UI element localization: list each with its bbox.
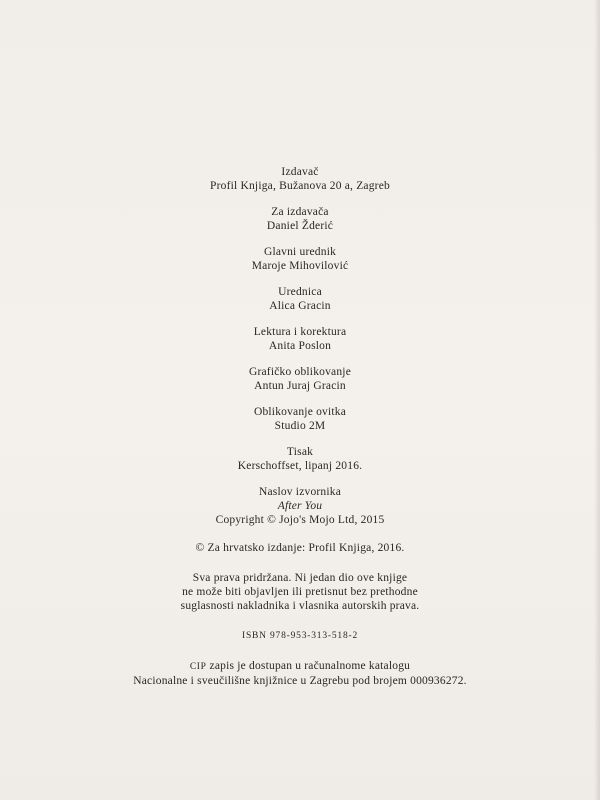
- original-title-block: [0, 485, 600, 527]
- credit-role: Izdavač: [281, 166, 319, 178]
- credit-value: Anita Poslon: [268, 340, 332, 352]
- credit-value: Daniel Žderić: [266, 220, 334, 232]
- credit-role: Grafičko oblikovanje: [248, 366, 352, 378]
- rights-notice: [0, 571, 600, 613]
- credit-cover-design: [0, 405, 600, 433]
- rights-line: suglasnosti nakladnika i vlasnika autorskih prava.: [180, 600, 420, 612]
- credit-role: Glavni urednik: [263, 246, 337, 258]
- credit-value: Alica Gracin: [269, 300, 331, 312]
- credit-editor-in-chief: [0, 245, 600, 273]
- credit-role: Tisak: [286, 446, 314, 458]
- original-copyright: Copyright © Jojo's Mojo Ltd, 2015: [215, 514, 385, 526]
- original-title-heading: Naslov izvornika: [258, 486, 342, 498]
- credit-value: Antun Juraj Gracin: [254, 380, 346, 392]
- credit-value: Kerschoffset, lipanj 2016.: [237, 460, 363, 472]
- credit-role: Za izdavača: [271, 206, 329, 218]
- credit-role: Urednica: [278, 286, 322, 298]
- credit-proofreading: [0, 325, 600, 353]
- colophon: [0, 165, 600, 700]
- credit-value: Studio 2M: [274, 420, 326, 432]
- original-title: After You: [277, 500, 323, 512]
- cip-line-1: [0, 659, 600, 674]
- rights-line: Sva prava pridržana. Ni jedan dio ove knjige: [192, 572, 408, 584]
- credit-role: Lektura i korektura: [253, 326, 347, 338]
- credit-graphic-design: [0, 365, 600, 393]
- cip-line-1-text: zapis je dostupan u računalnome katalogu: [206, 660, 411, 672]
- credit-value: Profil Knjiga, Bužanova 20 a, Zagreb: [210, 180, 390, 192]
- credit-publisher: [0, 165, 600, 193]
- croatian-copyright-text: © Za hrvatsko izdanje: Profil Knjiga, 2016.: [195, 542, 405, 554]
- cip-line-2: Nacionalne i sveučilišne knjižnice u Zagrebu pod brojem 000936272.: [133, 675, 467, 687]
- isbn-block: [0, 629, 600, 643]
- cip-notice: [0, 659, 600, 688]
- cip-abbr: CIP: [189, 662, 207, 672]
- rights-line: ne može biti objavljen ili pretisnut bez prethodne: [182, 586, 418, 598]
- credit-value: Maroje Mihovilović: [251, 260, 349, 272]
- credit-editor: [0, 285, 600, 313]
- isbn-number: ISBN 978-953-313-518-2: [241, 631, 359, 641]
- credit-for-publisher: [0, 205, 600, 233]
- croatian-edition-copyright: [0, 541, 600, 555]
- credit-printing: [0, 445, 600, 473]
- credit-role: Oblikovanje ovitka: [253, 406, 347, 418]
